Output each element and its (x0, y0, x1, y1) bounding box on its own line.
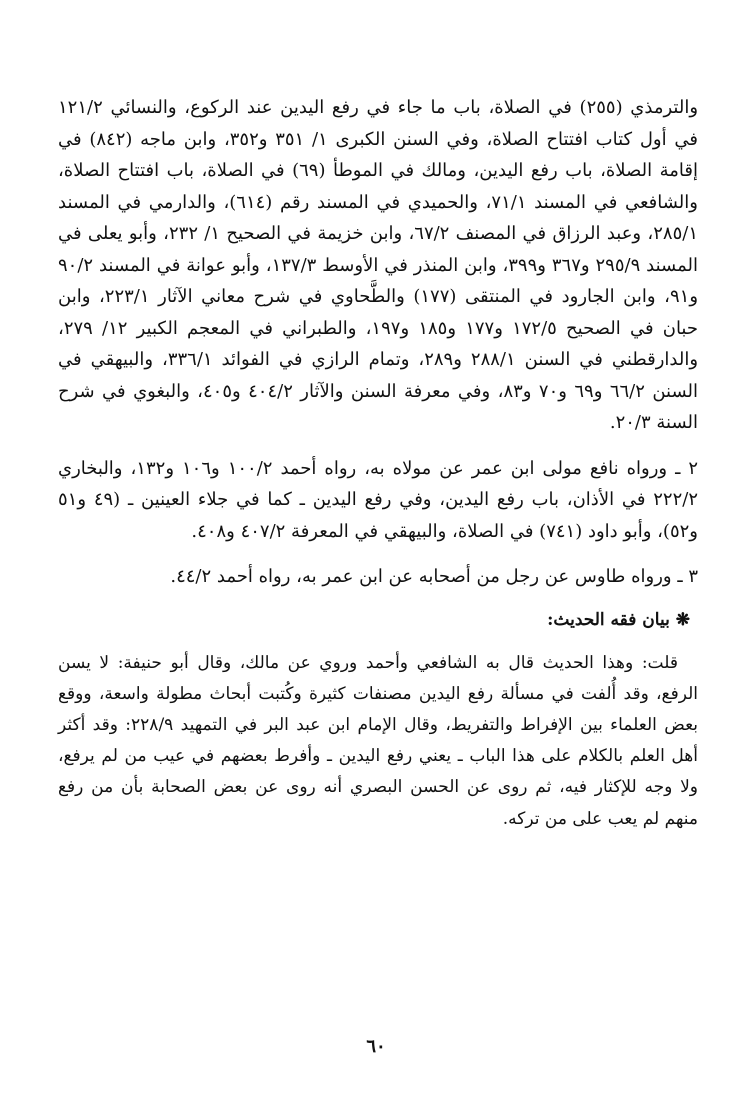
hadith-sources-paragraph: والترمذي (٢٥٥) في الصلاة، باب ما جاء في رفع اليدين عند الركوع، والنسائي ١٢١/٢ في أول كتاب افتتاح الصلاة، وفي السنن الكبرى ١/ ٣٥١ و٣٥٢، وابن ماجه (٨٤٢) في إقامة الصلاة، باب رفع اليدين، ومالك في الموطأ (٦٩) في الصلاة، باب افتتاح الصلاة، والشافعي في المسند ٧١/١، والحميدي في المسند رقم (٦١٤)، والدارمي في المسند ٢٨٥/١، وعبد الرزاق في المصنف ٦٧/٢، وابن خزيمة في الصحيح ١/ ٢٣٢، وأبو يعلى في المسند ٢٩٥/٩ و٣٦٧ و٣٩٩، وابن المنذر في الأوسط ١٣٧/٣، وأبو عوانة في المسند ٩٠/٢ و٩١، وابن الجارود في المنتقى (١٧٧) والطَّحاوي في شرح معاني الآثار ٢٢٣/١، وابن حبان في الصحيح ١٧٢/٥ و١٧٧ و١٨٥ و١٩٧، والطبراني في المعجم الكبير ١٢/ ٢٧٩، والدارقطني في السنن ٢٨٨/١ و٢٨٩، وتمام الرازي في الفوائد ٣٣٦/١، والبيهقي في السنن ٦٦/٢ و٦٩ و٧٠ و٨٣، وفي معرفة السنن والآثار ٤٠٤/٢ و٤٠٥، والبغوي في شرح السنة ٢٠/٣. (58, 97, 699, 433)
fiqh-paragraph: قلت: وهذا الحديث قال به الشافعي وأحمد وروي عن مالك، وقال أبو حنيفة: لا يسن الرفع، وقد أُلفت في مسألة رفع اليدين مصنفات كثيرة وكُتبت أبحاث مطولة واسعة، ووقع بعض العلماء بين الإفراط والتفريط، وقال الإمام ابن عبد البر في التمهيد ٢٢٨/٩: وقد أكثر أهل العلم بالكلام على هذا الباب ـ يعني رفع اليدين ـ وأفرط بعضهم في عيب من لم يرفع، ولا وجه للإكثار فيه، ثم روى عن الحسن البصري أنه روى عن بعض الصحابة بأن من رفع منهم لم يعب على من تركه. (58, 652, 699, 829)
page-body (58, 92, 698, 835)
section-heading: ❋ بيان فقه الحديث: (547, 609, 690, 630)
tawus-narration-paragraph: ٣ ـ ورواه طاوس عن رجل من أصحابه عن ابن عمر به، رواه أحمد ٤٤/٢. (170, 566, 698, 587)
nafi-narration-paragraph: ٢ ـ ورواه نافع مولى ابن عمر عن مولاه به، رواه أحمد ١٠٠/٢ و١٠٦ و١٣٢، والبخاري ٢٢٢/٢ في الأذان، باب رفع اليدين، وفي رفع اليدين ـ كما في جلاء العينين ـ (٤٩ و٥١ و٥٢)، وأبو داود (٧٤١) في الصلاة، والبيهقي في المعرفة ٤٠٧/٢ و٤٠٨. (58, 457, 698, 542)
page-number: ٦٠ (366, 1036, 386, 1057)
